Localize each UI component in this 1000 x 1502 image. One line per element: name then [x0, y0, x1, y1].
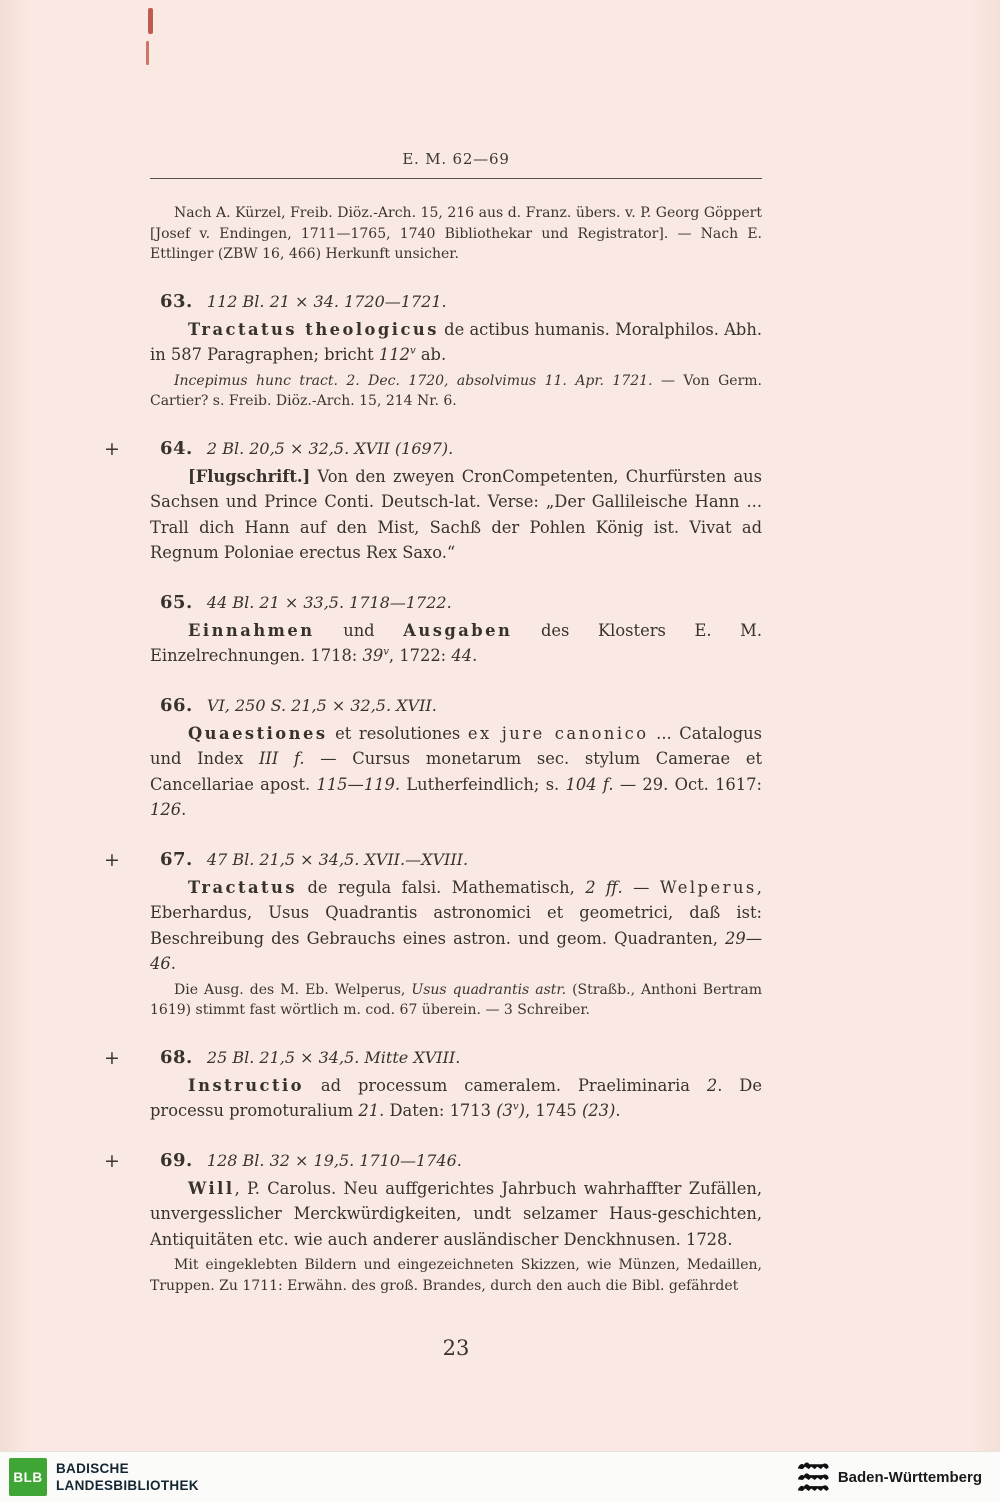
- entry-dimensions: 44 Bl. 21 × 33,5. 1718—1722.: [206, 592, 452, 612]
- entry-number: 64.: [160, 437, 193, 459]
- catalog-entry-63: [150, 291, 762, 412]
- state-branding[interactable]: [796, 1460, 1000, 1494]
- page-number: 23: [442, 1336, 470, 1360]
- entry-body-text: [Flugschrift.] Von den zweyen CronCompetenten, Churfürsten aus Sachsen und Prince Conti. Deutsch-lat. Verse: „Der Gallileische Hann ... Trall dich Hann auf den Mist, Sachß der Pohlen König ist. Vivat ad Regnum Poloniae erectus Rex Saxo.“: [150, 466, 762, 562]
- entry-head: [150, 592, 762, 613]
- library-branding[interactable]: [0, 1458, 199, 1496]
- entry-dimensions: 2 Bl. 20,5 × 32,5. XVII (1697).: [206, 438, 454, 458]
- catalog-entry-67: [104, 848, 762, 1021]
- catalog-entry-69: [104, 1149, 762, 1297]
- entry-body-text: Instructio ad processum cameralem. Praeliminaria 2. De processu promoturalium 21. Daten: 1713 (3$^v$), 1745 (23).: [150, 1075, 763, 1120]
- entry-note-text: Mit eingeklebten Bildern und eingezeichneten Skizzen, wie Münzen, Medaillen, Truppen. Zu 1711: Erwähn. des groß. Brandes, durch den auch die Bibl. gefährdet: [150, 1257, 762, 1294]
- entry-note-text: Die Ausg. des M. Eb. Welperus, Usus quadrantis astr. (Straßb., Anthoni Bertram 1619) stimmt fast wörtlich m. cod. 67 überein. — 3 Schreiber.: [150, 981, 762, 1018]
- catalog-entry-68: [104, 1046, 763, 1124]
- entry-dimensions: VI, 250 S. 21,5 × 32,5. XVII.: [206, 695, 437, 715]
- library-name-line1: BADISCHE: [56, 1461, 129, 1476]
- entry-head: [104, 848, 762, 871]
- entry-number: 63.: [160, 290, 193, 312]
- entry-head: [104, 1149, 762, 1172]
- entry-head: [104, 437, 762, 460]
- running-head: [150, 150, 762, 168]
- entry-number: 69.: [160, 1149, 193, 1171]
- entry-head: [104, 1046, 762, 1069]
- region-label: Baden-Württemberg: [837, 1468, 982, 1486]
- entry-number: 66.: [160, 694, 193, 716]
- baden-wuerttemberg-coat-of-arms-icon: [796, 1460, 830, 1494]
- entry-body-text: Will, P. Carolus. Neu auffgerichtes Jahrbuch wahrhaffter Zufällen, unvergesslicher Merckwürdigkeiten, undt selzamer Haus-geschichten, Antiquitäten etc. wie auch anderer ausländischer Denckhnusen. 1728.: [150, 1178, 762, 1249]
- entry-dimensions: 25 Bl. 21,5 × 34,5. Mitte XVIII.: [206, 1047, 461, 1067]
- plus-marker: +: [104, 848, 120, 871]
- page-content: [104, 150, 763, 1360]
- running-head-text: E. M. 62—69: [402, 150, 510, 168]
- plus-marker: +: [104, 1149, 120, 1172]
- entry-number: 65.: [160, 591, 193, 613]
- viewer-footer: [0, 1451, 1000, 1502]
- entry-dimensions: 112 Bl. 21 × 34. 1720—1721.: [206, 291, 447, 311]
- entry-dimensions: 128 Bl. 32 × 19,5. 1710—1746.: [206, 1150, 462, 1170]
- entry-head: [150, 695, 762, 716]
- catalog-entry-65: [150, 592, 762, 669]
- library-name: [56, 1460, 199, 1494]
- blb-logo-text: BLB: [13, 1469, 43, 1485]
- catalog-entry-66: [150, 695, 762, 823]
- scan-artifact-mark: [148, 8, 153, 34]
- entry-body-text: Tractatus theologicus de actibus humanis. Moralphilos. Abh. in 587 Paragraphen; bricht 112$^v$ ab.: [150, 319, 762, 364]
- plus-marker: +: [104, 1046, 120, 1069]
- entry-body-text: Tractatus de regula falsi. Mathematisch, 2 ff. — Welperus, Eberhardus, Usus Quadrantis astronomici et geometrici, daß ist: Beschreibung des Gebrauchs eines astron. und geom. Quadranten, 29—46.: [150, 877, 762, 973]
- plus-marker: +: [104, 437, 120, 460]
- entry-number: 67.: [160, 848, 193, 870]
- catalog-entry-64: [104, 437, 762, 566]
- entry-dimensions: 47 Bl. 21,5 × 34,5. XVII.—XVIII.: [206, 849, 469, 869]
- provenance-note: Nach A. Kürzel, Freib. Diöz.-Arch. 15, 216 aus d. Franz. übers. v. P. Georg Göppert [Josef v. Endingen, 1711—1765, 1740 Bibliothekar und Registrator]. — Nach E. Ettlinger (ZBW 16, 466) Herkunft unsicher.: [150, 205, 762, 262]
- entry-body-text: Quaestiones et resolutiones ex jure canonico ... Catalogus und Index III f. — Cursus monetarum sec. stylum Camerae et Cancellariae apost. 115—119. Lutherfeindlich; s. 104 f. — 29. Oct. 1617: 126.: [150, 723, 762, 819]
- entry-number: 68.: [160, 1046, 193, 1068]
- library-name-line2: LANDESBIBLIOTHEK: [56, 1478, 199, 1493]
- entry-head: [150, 291, 762, 312]
- entry-note-text: Incepimus hunc tract. 2. Dec. 1720, absolvimus 11. Apr. 1721. — Von Germ. Cartier? s. Freib. Diöz.-Arch. 15, 214 Nr. 6.: [150, 372, 763, 409]
- blb-logo[interactable]: [9, 1458, 47, 1496]
- entry-body-text: Einnahmen und Ausgaben des Klosters E. M. Einzelrechnungen. 1718: 39$^v$, 1722: 44.: [150, 620, 762, 665]
- header-rule: [150, 178, 762, 179]
